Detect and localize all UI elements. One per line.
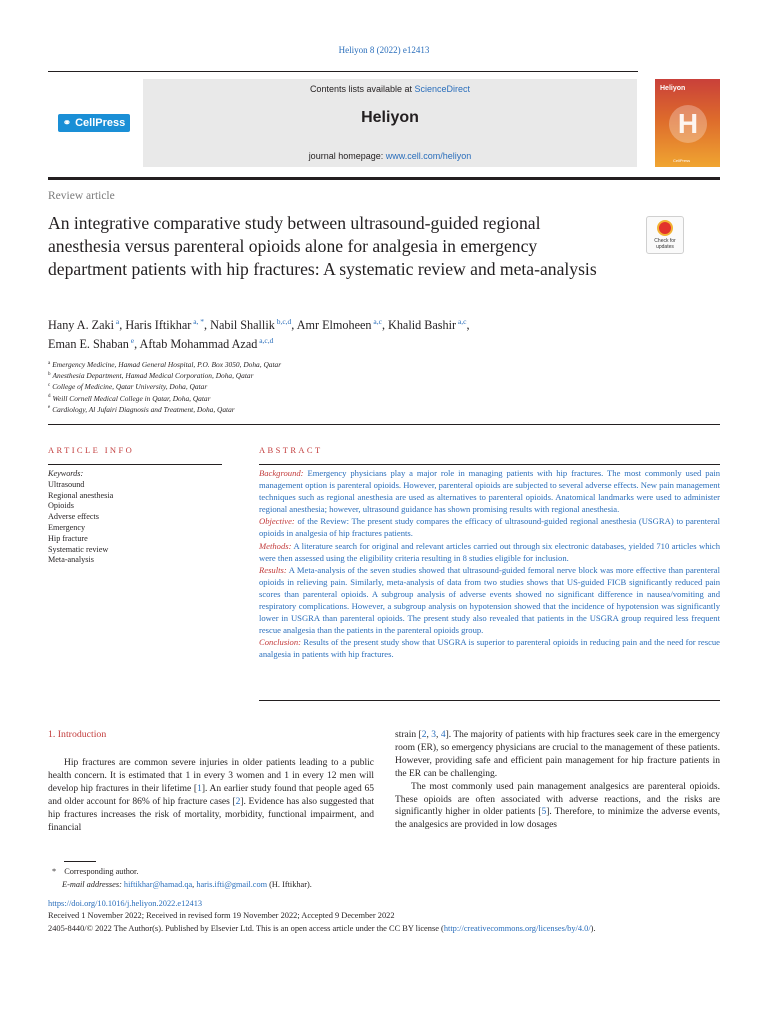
email-link-1[interactable]: hiftikhar@hamad.qa (123, 880, 193, 889)
citation-link[interactable]: 1 (197, 783, 202, 794)
author-affiliation-marker[interactable]: a (114, 316, 120, 326)
homepage-line (143, 151, 637, 161)
abstract-label: Methods: (259, 540, 292, 551)
body-text: ]. Therefore, to minimize the adverse events, the analgesics are provided in low dosages (395, 807, 720, 831)
author-affiliation-marker[interactable]: a,c,d (257, 335, 274, 345)
citation-link[interactable]: 2 (235, 796, 241, 807)
cellpress-logo-icon[interactable] (58, 114, 130, 132)
article-type: Review article (48, 190, 115, 202)
body-text: strain [ (395, 730, 422, 740)
corresponding-author-note (48, 865, 720, 878)
affiliation-text: Anesthesia Department, Hamad Medical Corporation, Doha, Qatar (52, 371, 254, 381)
homepage-prefix: journal homepage: (308, 151, 384, 161)
affiliation-text: Cardiology, Al Jufairi Diagnosis and Treatment, Doha, Qatar (52, 404, 235, 414)
license-line (48, 923, 728, 935)
abstract-label: Objective: (259, 516, 295, 527)
citation-link[interactable]: 4 (440, 730, 446, 740)
affiliation (48, 370, 668, 381)
intro-left-column (48, 757, 374, 834)
contents-line (143, 84, 637, 94)
author-affiliation-marker[interactable]: a,c (456, 316, 467, 326)
introduction-heading: 1. Introduction (48, 729, 107, 740)
author-affiliation-marker[interactable]: a,c (371, 316, 382, 326)
abstract-section-text: A literature search for original and relevant articles carried out through six electronic databases, yielded 710 articles which were then assessed using the eligibility criteria resulting in 8 studies eligible for inclusion. (259, 540, 720, 563)
body-text: Hip fractures are common severe injuries in older patients leading to a public health concern. It is estimated that 1 in every 3 women and 1 in every 12 men will develop hip fractures in their lifetime [ (48, 758, 374, 794)
abstract-bottom-rule (259, 700, 720, 701)
abstract-section (259, 540, 720, 564)
keywords-block (48, 469, 222, 566)
crossmark-badge[interactable] (646, 216, 684, 254)
footnote-rule (64, 861, 96, 862)
abstract-rule (259, 464, 720, 465)
email-separator: , (192, 880, 195, 889)
license-prefix: 2405-8440/© 2022 The Author(s). Published by Elsevier Ltd. This is an open access article under the CC BY license ( (48, 923, 444, 933)
journal-banner (143, 79, 637, 167)
banner-rule (48, 177, 720, 180)
sciencedirect-link[interactable]: ScienceDirect (414, 84, 471, 94)
intro-right-column (395, 729, 720, 832)
info-rule (48, 424, 720, 425)
author-affiliation-marker[interactable]: b,c,d (274, 316, 292, 326)
footnote-star: * (52, 867, 57, 876)
affiliation-key: b (48, 371, 51, 377)
keywords-list (48, 480, 222, 566)
keyword-item: Systematic review (48, 544, 109, 554)
affiliation-key: d (48, 394, 51, 400)
affiliation-text: Emergency Medicine, Hamad General Hospital, P.O. Box 3050, Doha, Qatar (52, 360, 282, 369)
body-text: ]. The majority of patients with hip fractures seek care in the emergency room (ER), so emergency physicians are crucial to the management of these patients. However, providing safe and efficient pain management for hip fracture patients in the ER can be challenging. (395, 730, 720, 779)
body-text: ]. An earlier study found that people aged 65 and older account for 86% of hip fracture cases [ (48, 783, 374, 807)
abstract-section (259, 467, 720, 515)
affiliation-key: a (48, 360, 51, 366)
body-text: ]. Evidence has also suggested that hip fractures increases the risk of mortality, morbidity, functional impairment, and financial (48, 796, 374, 833)
doi-link[interactable]: https://doi.org/10.1016/j.heliyon.2022.e12413 (48, 899, 203, 908)
author-name: Hany A. Zaki (48, 318, 115, 332)
article-title: An integrative comparative study between ultrasound-guided regional anesthesia versus parenteral opioids alone for analgesia in emergency department patients with hip fractures: A systematic review and meta-analysis (48, 213, 597, 279)
contents-prefix: Contents lists available at (309, 84, 412, 94)
author-affiliation-marker[interactable]: a, * (191, 316, 205, 326)
intro-paragraph (395, 781, 720, 833)
keyword-item: Ultrasound (48, 479, 85, 489)
article-info-heading: ARTICLE INFO (48, 445, 135, 455)
abstract-heading: ABSTRACT (259, 445, 323, 455)
publisher-logo-text: CellPress (75, 117, 126, 129)
affiliation (48, 359, 668, 370)
keyword-item: Emergency (48, 522, 86, 532)
license-suffix: ). (590, 923, 596, 933)
citation-link[interactable]: 3 (431, 730, 437, 740)
journal-title: Heliyon (361, 109, 419, 126)
affiliation (48, 381, 668, 392)
affiliation-key: e (48, 405, 51, 411)
email-link-2[interactable]: haris.ifti@gmail.com (196, 880, 268, 889)
intro-paragraph (395, 729, 720, 781)
author-name: Eman E. Shaban (48, 337, 129, 351)
abstract-text (259, 467, 720, 661)
journal-cover-image[interactable] (655, 79, 720, 167)
abstract-section (259, 564, 720, 637)
citation-link[interactable]: 5 (541, 807, 547, 818)
author-name: Haris Iftikhar (125, 318, 192, 332)
journal-reference[interactable]: Heliyon 8 (2022) e12413 (338, 45, 430, 55)
received-dates: Received 1 November 2022; Received in revised form 19 November 2022; Accepted 9 December 2022 (48, 911, 395, 921)
link-glyph-icon: ⚭ (62, 117, 72, 129)
cover-title: Heliyon (660, 85, 686, 92)
abstract-section (259, 636, 720, 660)
keyword-item: Adverse effects (48, 512, 99, 522)
abstract-label: Results: (259, 564, 287, 575)
publisher-logo-area (48, 79, 140, 167)
affiliation-text: College of Medicine, Qatar University, Doha, Qatar (52, 382, 208, 392)
affiliation-key: c (48, 382, 51, 388)
affiliation (48, 404, 668, 415)
cover-publisher: CellPress (673, 158, 691, 163)
homepage-link[interactable]: www.cell.com/heliyon (385, 151, 472, 161)
body-text: , (436, 730, 441, 740)
keyword-item: Hip fracture (48, 533, 88, 543)
email-label: E-mail addresses: (62, 880, 122, 889)
crossmark-text: Check for updates (654, 238, 676, 250)
author-list: Hany A. Zaki $^a$, Haris Iftikhar $^{a, *}$, Nabil Shallik $^{b,c,d}$, Amr Elmoheen $^{a,c}$, Khalid Bashir $^{a,c}$, Eman E. Shaban $^e$, Aftab Mohammad Azad $^{a,c,d}$ (48, 316, 470, 351)
body-text: The most commonly used pain management analgesics are parenteral opioids. These opioids are often associated with adverse reactions, and the risks are significantly higher in older patients [ (395, 781, 720, 818)
corresponding-label: Corresponding author. (64, 867, 139, 876)
footnotes (48, 865, 720, 891)
abstract-section-text: A Meta-analysis of the seven studies showed that ultrasound-guided femoral nerve block was more effective than parenteral opioids in relieving pain. Similarly, meta-analysis of data from two studies shows that US-guided FICB significantly reduced pain scores than parenteral opioids. A subgroup analysis of adverse events showed no significant difference in nausea/vomiting and respiratory complications. However, a subgroup analysis on hypotension showed that the incidence of hypotension was significantly lower in USGRA than parenteral opioids. The present study also revealed that patients in the USGRA group required less frequent rescue analgesia than the patients in the parenteral opioids group. (259, 564, 720, 636)
keyword-item: Regional anesthesia (48, 490, 114, 500)
affiliation-text: Weill Cornell Medical College in Qatar, Doha, Qatar (52, 393, 211, 403)
author-name: Khalid Bashir (388, 318, 457, 332)
author-name: Aftab Mohammad Azad (139, 337, 258, 351)
article-metadata (48, 898, 728, 935)
email-owner: (H. Iftikhar). (269, 880, 312, 889)
affiliation (48, 393, 668, 404)
citation-link[interactable]: 2 (421, 730, 427, 740)
article-info-rule (48, 464, 222, 465)
abstract-label: Conclusion: (259, 637, 302, 648)
email-note (48, 878, 720, 891)
keyword-item: Opioids (48, 501, 74, 511)
body-text: , (426, 730, 432, 740)
abstract-section (259, 515, 720, 539)
crossmark-icon (657, 220, 673, 236)
abstract-section-text: Emergency physicians play a major role in managing patients with hip fractures. The most commonly used pain management option is parenteral opioids. However, parenteral opioids are subjected to several adverse effects. New pain management techniques such as regional anesthesia are used as alternatives to parenteral opioids. Anatomical landmarks were used to administer regional anesthesia; however, ultrasound guidance has shown promising results with regional anesthesia. (259, 468, 721, 515)
keywords-label: Keywords: (48, 469, 84, 478)
affiliation-list (48, 359, 668, 415)
cover-logo-icon: H (669, 105, 707, 143)
author-name: Amr Elmoheen (296, 318, 372, 332)
keyword-item: Meta-analysis (48, 555, 94, 565)
license-link[interactable]: http://creativecommons.org/licenses/by/4.0/ (443, 923, 591, 933)
abstract-section-text: of the Review: The present study compares the efficacy of ultrasound-guided regional anesthesia (USGRA) to parenteral opioids in analgesia of hip fractures patients. (259, 516, 721, 539)
header-rule (48, 71, 638, 72)
abstract-section-text: Results of the present study show that USGRA is superior to parenteral opioids in reducing pain and the need for rescue analgesia in patients with hip fractures. (259, 637, 720, 660)
abstract-label: Background: (259, 468, 304, 478)
author-affiliation-marker[interactable]: e (128, 335, 135, 345)
author-name: Nabil Shallik (210, 318, 275, 332)
